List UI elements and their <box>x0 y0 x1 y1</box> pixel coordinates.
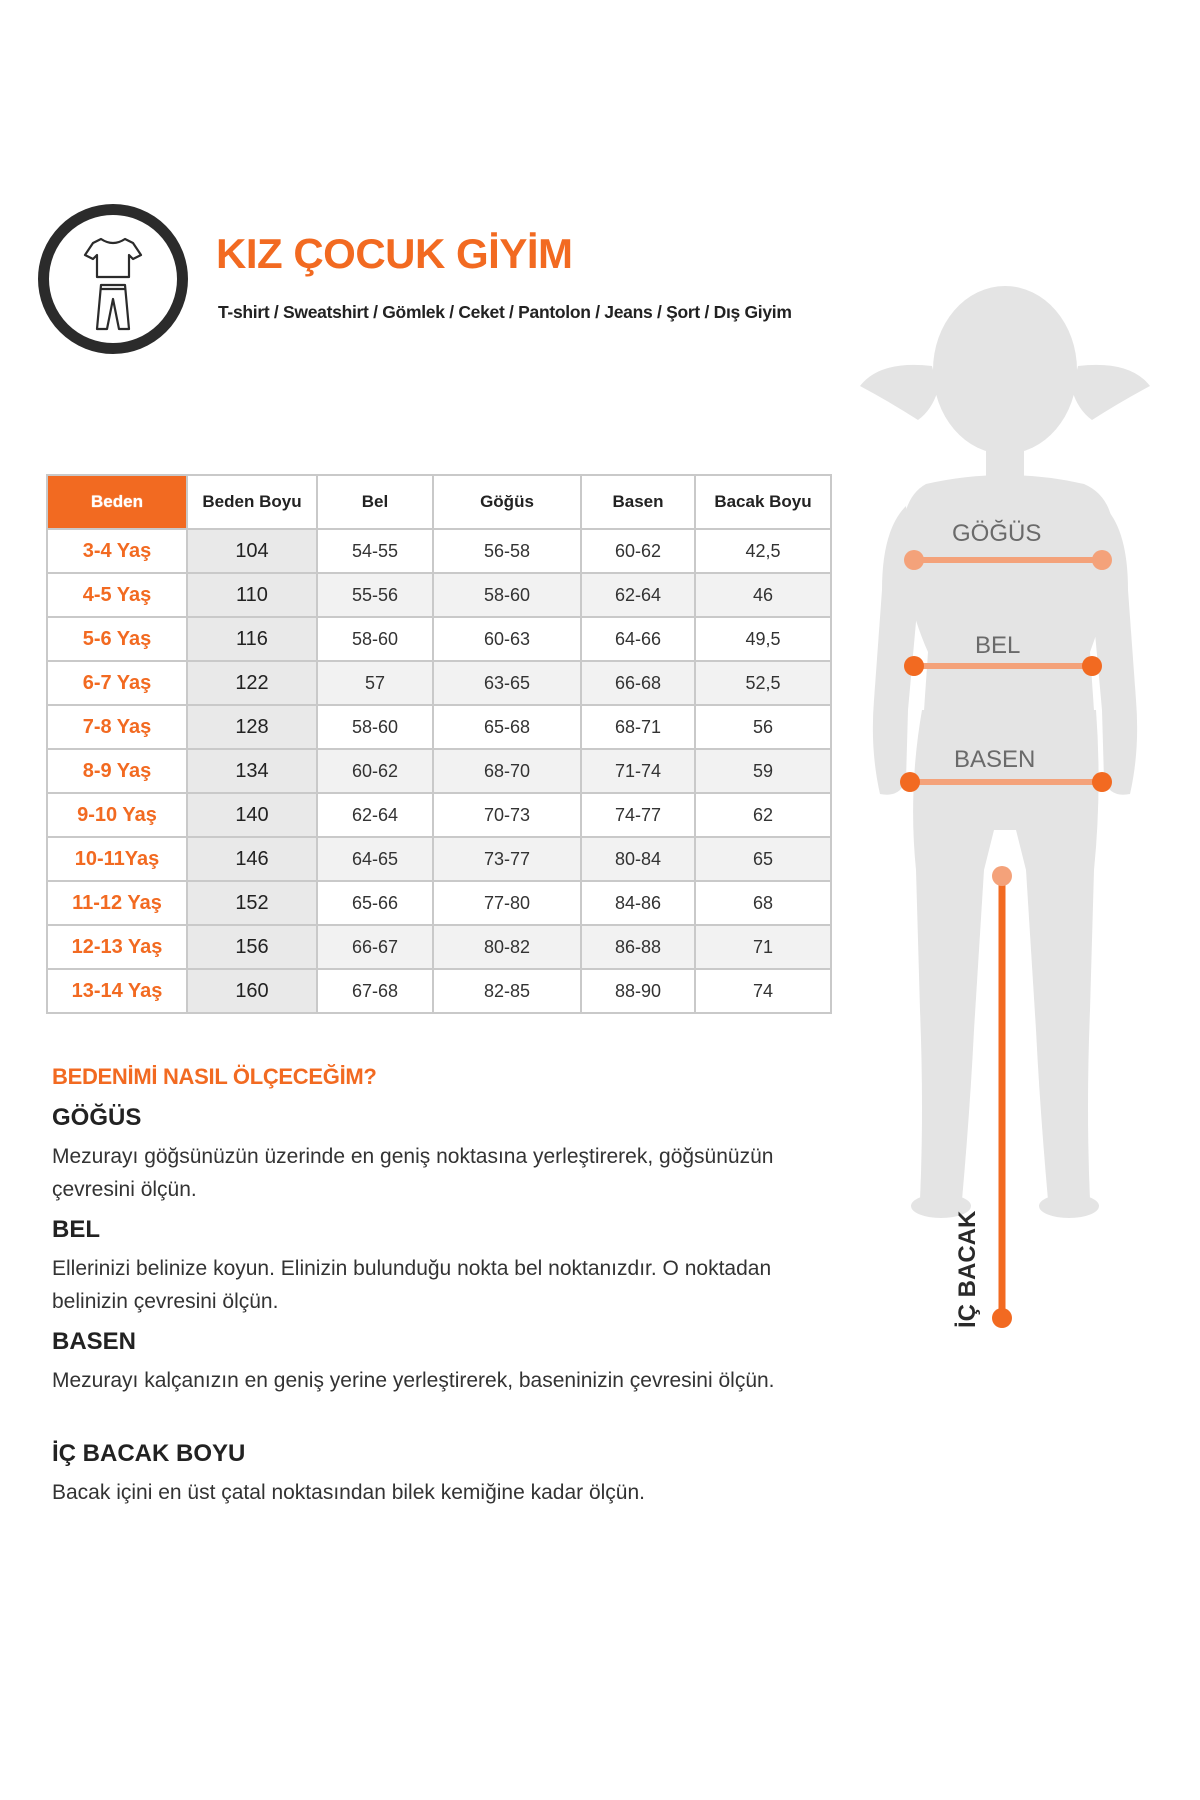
hip-cell: 88-90 <box>581 969 695 1013</box>
chest-cell: 70-73 <box>433 793 581 837</box>
table-header-row <box>47 475 831 529</box>
waist-cell: 54-55 <box>317 529 433 573</box>
height-cell: 128 <box>187 705 317 749</box>
inseam-cell: 62 <box>695 793 831 837</box>
girl-silhouette-icon <box>840 270 1170 1380</box>
instruction-ic-bacak-title: İÇ BACAK BOYU <box>52 1440 246 1467</box>
header-beden: Beden <box>47 475 187 529</box>
waist-cell: 60-62 <box>317 749 433 793</box>
height-cell: 140 <box>187 793 317 837</box>
instruction-basen-text: Mezurayı kalçanızın en geniş yerine yerleştirerek, baseninizin çevresini ölçün. <box>52 1369 775 1392</box>
chest-cell: 60-63 <box>433 617 581 661</box>
age-cell: 5-6 Yaş <box>47 617 187 661</box>
inseam-cell: 68 <box>695 881 831 925</box>
table-row <box>47 881 831 925</box>
waist-cell: 66-67 <box>317 925 433 969</box>
age-cell: 13-14 Yaş <box>47 969 187 1013</box>
age-cell: 6-7 Yaş <box>47 661 187 705</box>
hip-cell: 80-84 <box>581 837 695 881</box>
table-row <box>47 573 831 617</box>
instruction-gogus <box>52 1104 832 1206</box>
height-cell: 122 <box>187 661 317 705</box>
ic-bacak-label: İÇ BACAK <box>954 1210 981 1328</box>
chest-cell: 77-80 <box>433 881 581 925</box>
table-row <box>47 661 831 705</box>
ic-bacak-tape <box>992 866 1012 1328</box>
header-bacak-boyu: Bacak Boyu <box>695 475 831 529</box>
inseam-cell: 49,5 <box>695 617 831 661</box>
inseam-cell: 52,5 <box>695 661 831 705</box>
age-cell: 10-11Yaş <box>47 837 187 881</box>
chest-cell: 65-68 <box>433 705 581 749</box>
header-basen: Basen <box>581 475 695 529</box>
instruction-gogus-text: Mezurayı göğsünüzün üzerinde en geniş noktasına yerleştirerek, göğsünüzün çevresini ölçün. <box>52 1145 774 1201</box>
instruction-ic-bacak <box>52 1440 832 1509</box>
instruction-bel <box>52 1216 832 1318</box>
instruction-bel-text: Ellerinizi belinize koyun. Elinizin bulunduğu nokta bel noktanızdır. O noktadan belinizin çevresini ölçün. <box>52 1257 772 1313</box>
inseam-cell: 74 <box>695 969 831 1013</box>
inseam-cell: 46 <box>695 573 831 617</box>
waist-cell: 58-60 <box>317 617 433 661</box>
age-cell: 8-9 Yaş <box>47 749 187 793</box>
tshirt-pants-icon <box>49 215 177 343</box>
table-body <box>47 529 831 1013</box>
age-cell: 4-5 Yaş <box>47 573 187 617</box>
hip-cell: 84-86 <box>581 881 695 925</box>
height-cell: 116 <box>187 617 317 661</box>
height-cell: 152 <box>187 881 317 925</box>
bel-label: BEL <box>975 632 1021 659</box>
hip-cell: 68-71 <box>581 705 695 749</box>
hip-cell: 66-68 <box>581 661 695 705</box>
height-cell: 160 <box>187 969 317 1013</box>
table-row <box>47 969 831 1013</box>
height-cell: 146 <box>187 837 317 881</box>
table-row <box>47 837 831 881</box>
table-row <box>47 529 831 573</box>
hip-cell: 86-88 <box>581 925 695 969</box>
height-cell: 110 <box>187 573 317 617</box>
size-chart-table <box>46 474 832 1014</box>
page-title: KIZ ÇOCUK GİYİM <box>216 230 573 277</box>
basen-label: BASEN <box>954 746 1036 773</box>
header-gogus: Göğüs <box>433 475 581 529</box>
inseam-cell: 56 <box>695 705 831 749</box>
table-row <box>47 925 831 969</box>
height-cell: 134 <box>187 749 317 793</box>
chest-cell: 56-58 <box>433 529 581 573</box>
hip-cell: 71-74 <box>581 749 695 793</box>
inseam-cell: 71 <box>695 925 831 969</box>
chest-cell: 68-70 <box>433 749 581 793</box>
waist-cell: 57 <box>317 661 433 705</box>
waist-cell: 67-68 <box>317 969 433 1013</box>
logo-badge <box>38 204 188 354</box>
how-to-measure-heading: BEDENİMİ NASIL ÖLÇECEĞİM? <box>52 1064 377 1089</box>
age-cell: 7-8 Yaş <box>47 705 187 749</box>
waist-cell: 58-60 <box>317 705 433 749</box>
hip-cell: 60-62 <box>581 529 695 573</box>
hip-cell: 62-64 <box>581 573 695 617</box>
page-subtitle: T-shirt / Sweatshirt / Gömlek / Ceket / Pantolon / Jeans / Şort / Dış Giyim <box>218 302 792 322</box>
table-row <box>47 793 831 837</box>
header-bel: Bel <box>317 475 433 529</box>
chest-cell: 63-65 <box>433 661 581 705</box>
height-cell: 104 <box>187 529 317 573</box>
instruction-ic-bacak-text: Bacak içini en üst çatal noktasından bilek kemiğine kadar ölçün. <box>52 1481 646 1504</box>
age-cell: 9-10 Yaş <box>47 793 187 837</box>
table-row <box>47 617 831 661</box>
waist-cell: 64-65 <box>317 837 433 881</box>
instruction-basen-title: BASEN <box>52 1328 137 1355</box>
chest-cell: 82-85 <box>433 969 581 1013</box>
instruction-basen <box>52 1328 832 1397</box>
height-cell: 156 <box>187 925 317 969</box>
instruction-gogus-title: GÖĞÜS <box>52 1104 142 1131</box>
chest-cell: 73-77 <box>433 837 581 881</box>
hip-cell: 64-66 <box>581 617 695 661</box>
inseam-cell: 42,5 <box>695 529 831 573</box>
waist-cell: 55-56 <box>317 573 433 617</box>
gogus-label: GÖĞÜS <box>952 520 1042 547</box>
age-cell: 11-12 Yaş <box>47 881 187 925</box>
age-cell: 12-13 Yaş <box>47 925 187 969</box>
inseam-cell: 59 <box>695 749 831 793</box>
table-row <box>47 705 831 749</box>
age-cell: 3-4 Yaş <box>47 529 187 573</box>
waist-cell: 62-64 <box>317 793 433 837</box>
chest-cell: 80-82 <box>433 925 581 969</box>
header-beden-boyu: Beden Boyu <box>187 475 317 529</box>
inseam-cell: 65 <box>695 837 831 881</box>
chest-cell: 58-60 <box>433 573 581 617</box>
hip-cell: 74-77 <box>581 793 695 837</box>
measurement-figure <box>840 270 1170 1380</box>
table-row <box>47 749 831 793</box>
waist-cell: 65-66 <box>317 881 433 925</box>
instruction-bel-title: BEL <box>52 1216 100 1243</box>
